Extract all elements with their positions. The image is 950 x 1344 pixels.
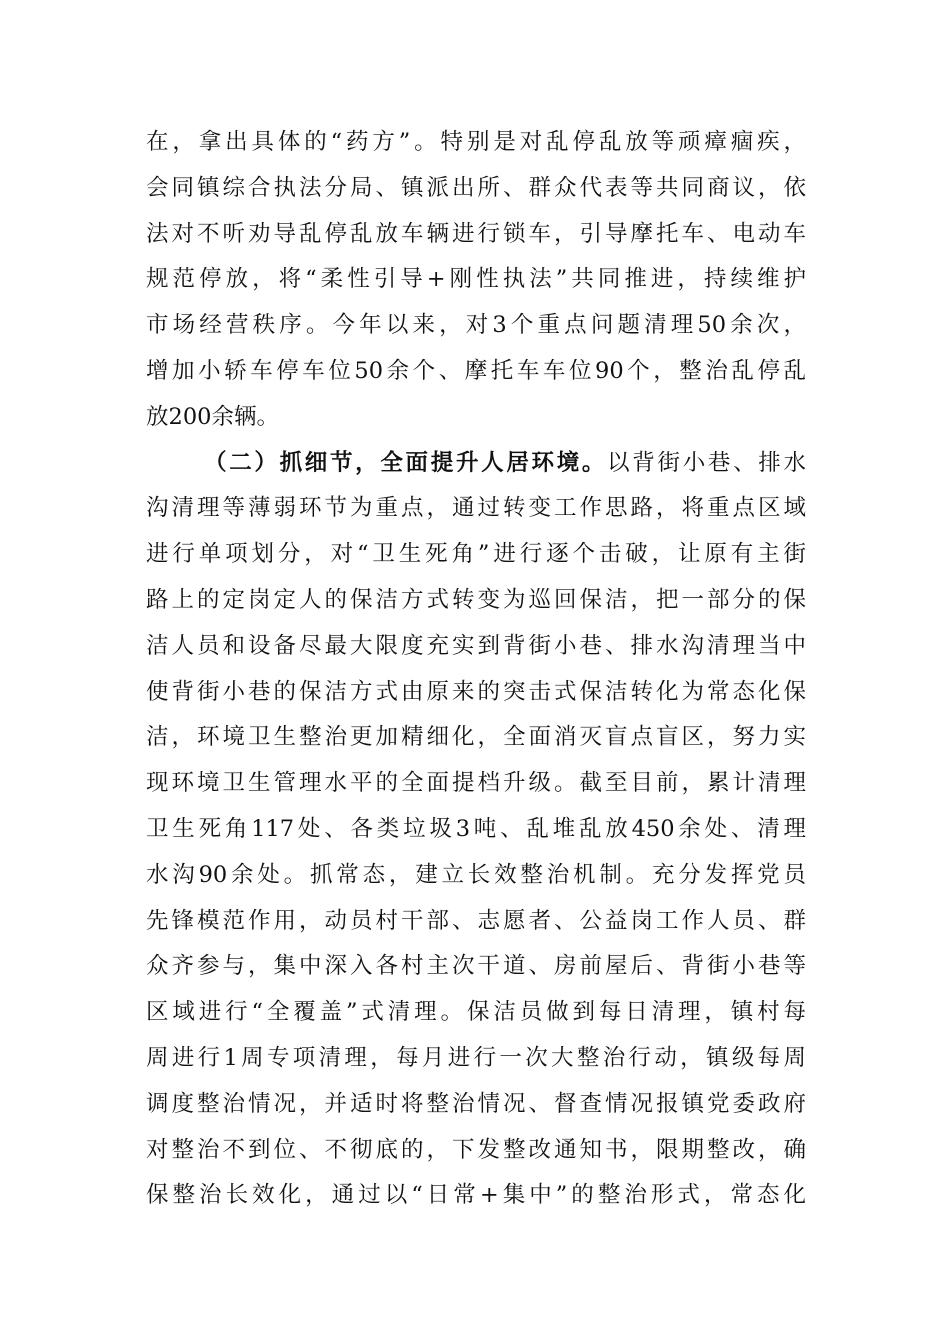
text-line: 调度整治情况，并适时将整治情况、督查情况报镇党委政府 [146,1090,806,1117]
text-line: 放200余辆。 [146,403,279,430]
text-line: 保整治长效化，通过以“日常+集中”的整治形式，常态化 [146,1182,806,1209]
text-line: 洁人员和设备尽最大限度充实到背街小巷、排水沟清理当中 [146,632,806,659]
text-line: 现环境卫生管理水平的全面提档升级。截至目前，累计清理 [146,770,806,797]
text-line: 规范停放，将“柔性引导+刚性执法”共同推进，持续维护 [146,266,806,293]
text-line: 路上的定岗定人的保洁方式转变为巡回保洁，把一部分的保 [146,586,806,613]
section-heading-continuation: 以背街小巷、排水 [607,449,806,476]
text-line: 在，拿出具体的“药方”。特别是对乱停乱放等顽瘴痼疾， [146,129,806,155]
text-line: 对整治不到位、不彻底的，下发整改通知书，限期整改，确 [146,1136,806,1163]
text-line: 水沟90余处。抓常态，建立长效整治机制。充分发挥党员 [146,861,806,888]
text-line: 洁，环境卫生整治更加精细化，全面消灭盲点盲区，努力实 [146,724,806,751]
document-page [146,120,806,1219]
text-line: 会同镇综合执法分局、镇派出所、群众代表等共同商议，依 [146,174,806,201]
text-line: 周进行1周专项清理，每月进行一次大整治行动，镇级每周 [146,1044,806,1071]
text-line: 增加小轿车停车位50余个、摩托车车位90个，整治乱停乱 [146,357,806,384]
paragraph-parking-management [146,120,806,441]
text-line: 先锋模范作用，动员村干部、志愿者、公益岗工作人员、群 [146,907,806,934]
text-line-first [146,441,806,487]
text-line: 众齐参与，集中深入各村主次干道、房前屋后、背街小巷等 [146,953,806,980]
text-line: 市场经营秩序。今年以来，对3个重点问题清理50余次， [146,312,806,339]
text-line: 区域进行“全覆盖”式清理。保洁员做到每日清理，镇村每 [146,999,806,1026]
text-line: 使背街小巷的保洁方式由原来的突击式保洁转化为常态化保 [146,678,806,705]
text-line: 法对不听劝导乱停乱放车辆进行锁车，引导摩托车、电动车 [146,220,806,247]
text-line: 卫生死角117处、各类垃圾3吨、乱堆乱放450余处、清理 [146,815,806,842]
section-heading: （二）抓细节，全面提升人居环境。 [204,449,608,476]
text-line: 进行单项划分，对“卫生死角”进行逐个击破，让原有主街 [146,541,806,568]
text-line: 沟清理等薄弱环节为重点，通过转变工作思路，将重点区域 [146,495,806,522]
paragraph-living-environment [146,441,806,1220]
